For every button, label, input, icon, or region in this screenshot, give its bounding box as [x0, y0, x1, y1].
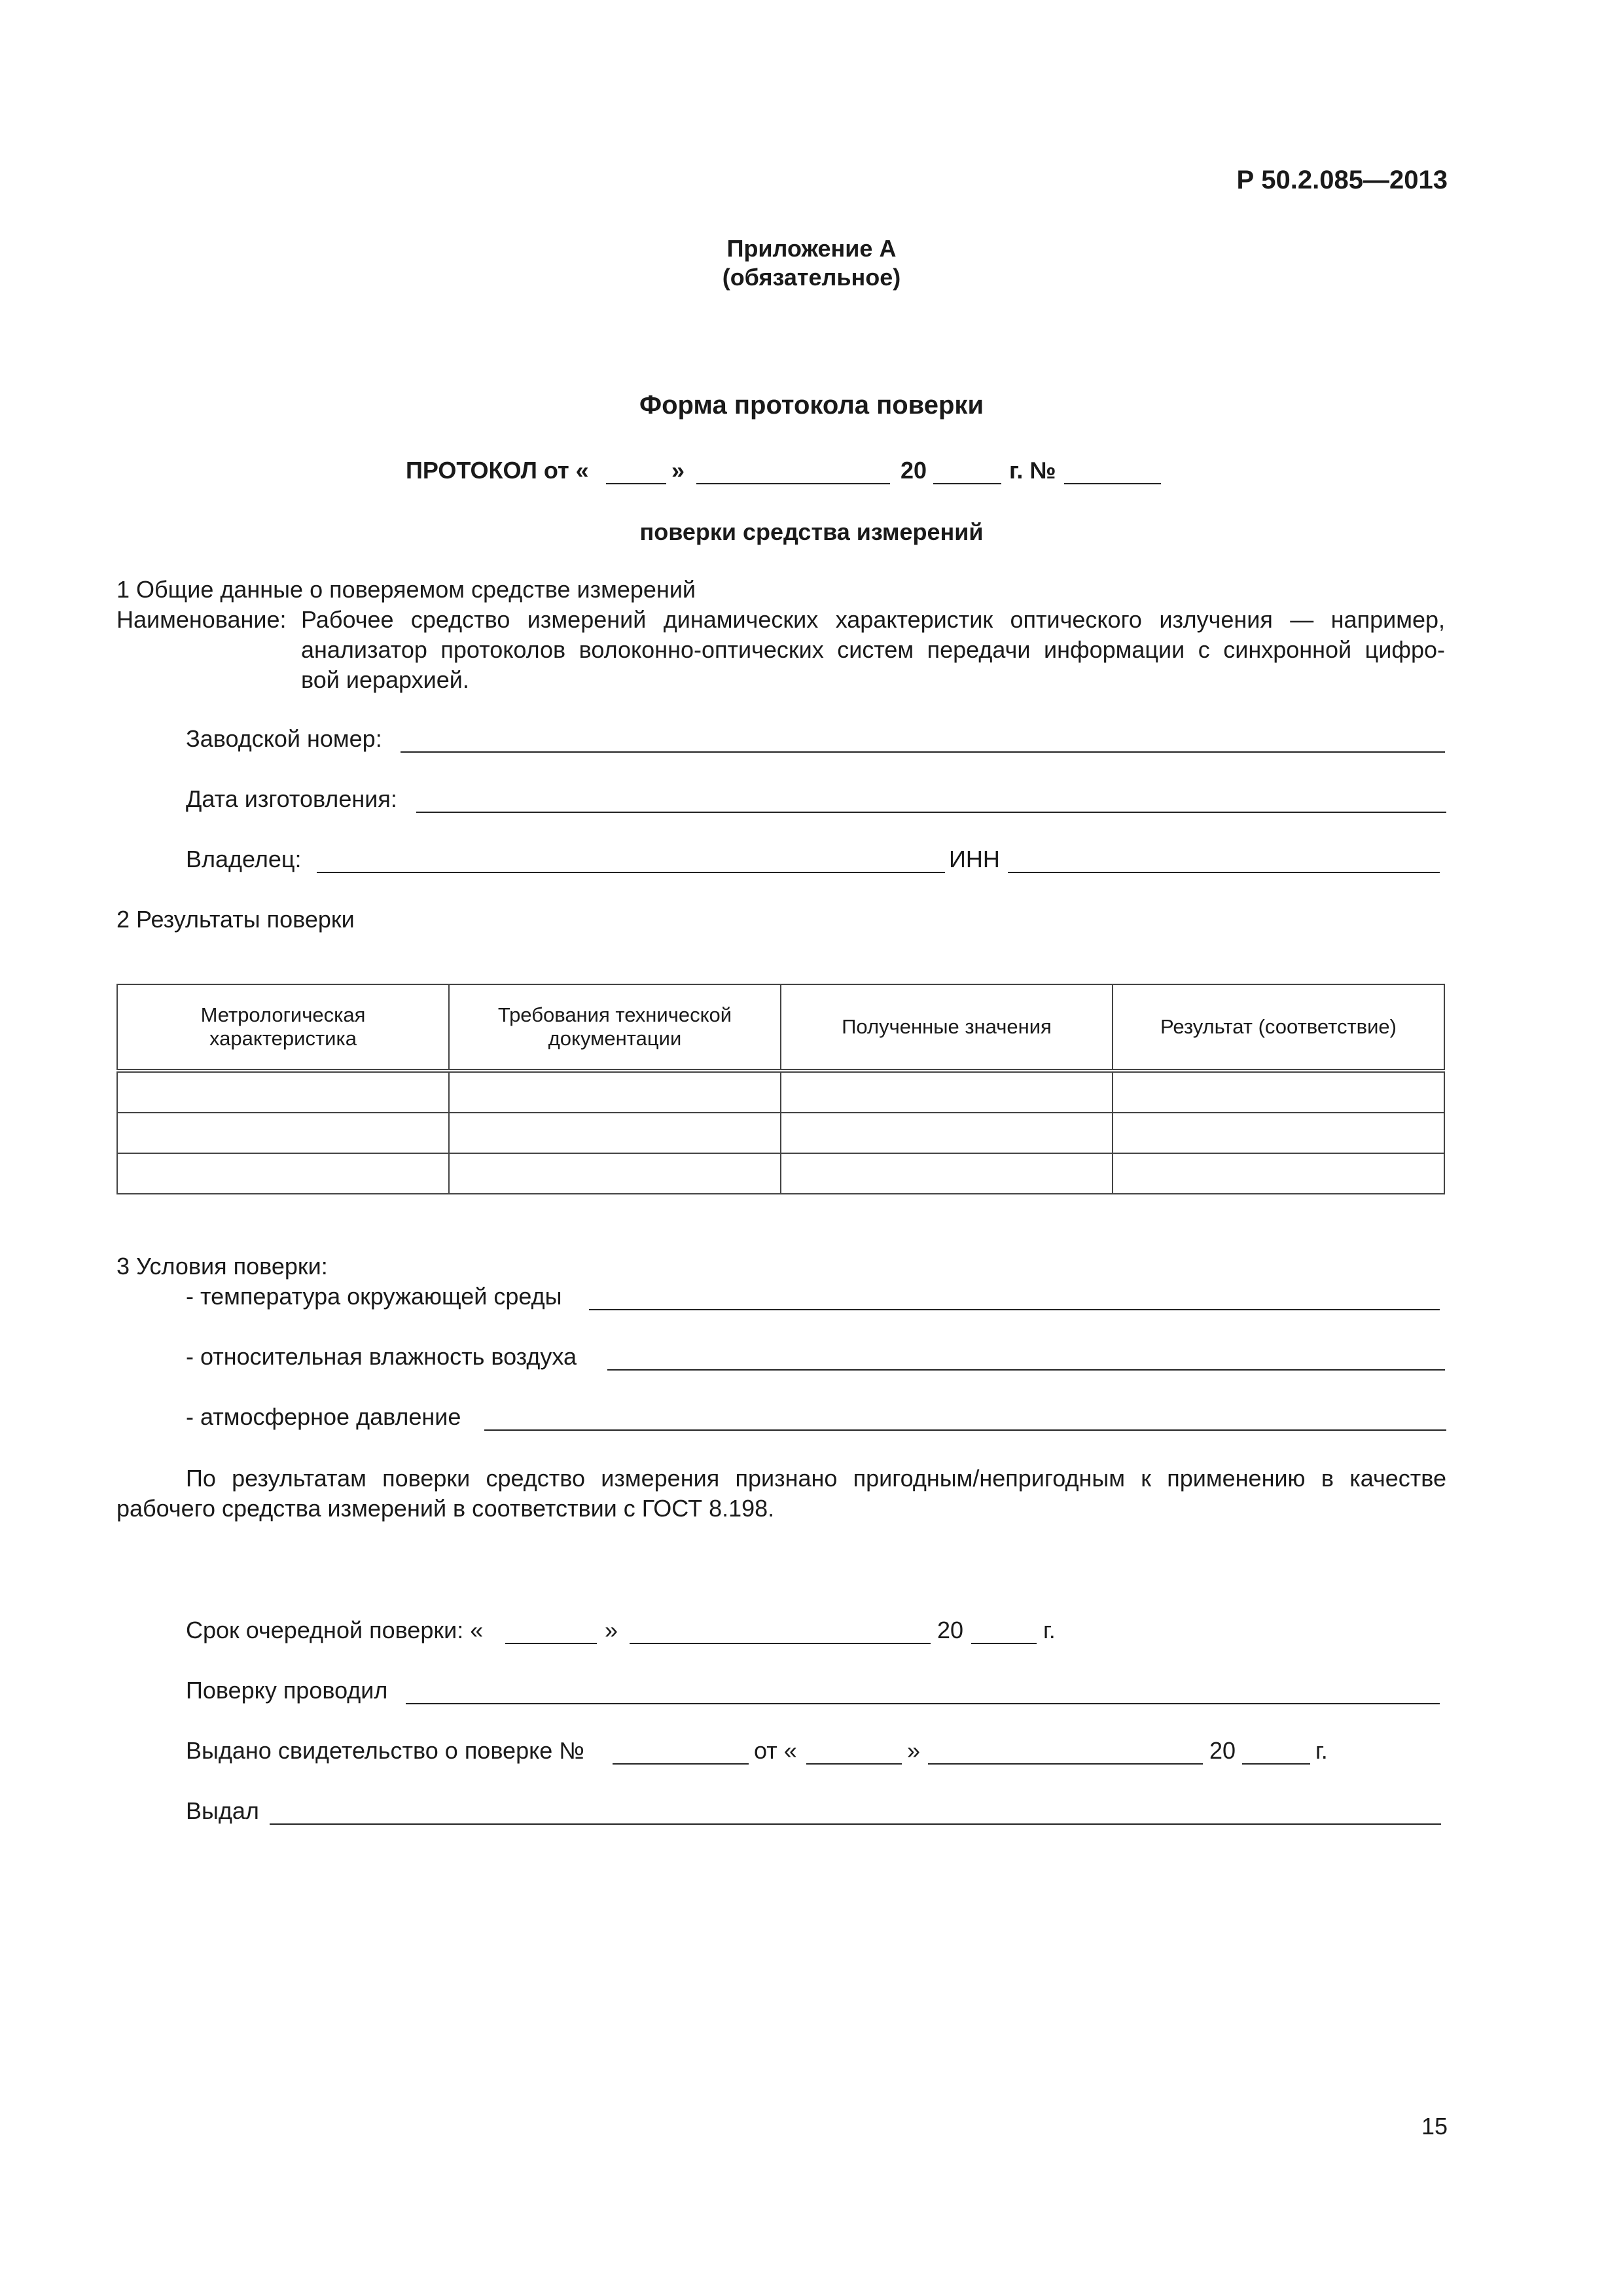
protocol-number-blank[interactable]	[1064, 483, 1161, 484]
table-cell[interactable]	[781, 1153, 1113, 1194]
name-line-1: Рабочее средство измерений динамических характеристик оптического излучения — например,	[301, 606, 1445, 633]
certificate-from-label: от «	[754, 1737, 797, 1764]
col-result: Результат (соответствие)	[1113, 984, 1444, 1071]
protocol-day-blank[interactable]	[606, 483, 666, 484]
table-cell[interactable]	[781, 1113, 1113, 1153]
col-technical-requirements: Требования технической документации	[449, 984, 781, 1071]
table-cell[interactable]	[449, 1113, 781, 1153]
table-row	[117, 1113, 1444, 1153]
serial-number-label: Заводской номер:	[186, 725, 382, 752]
owner-label: Владелец:	[186, 846, 302, 872]
section1-heading: 1 Общие данные о поверяемом средстве измерений	[116, 576, 696, 603]
table-cell[interactable]	[449, 1071, 781, 1113]
temperature-label: - температура окружающей среды	[186, 1283, 562, 1310]
certificate-quote-close: »	[907, 1737, 921, 1764]
inn-field[interactable]	[1008, 872, 1440, 873]
page-number: 15	[1421, 2113, 1448, 2140]
pressure-field[interactable]	[484, 1429, 1446, 1431]
results-table	[116, 984, 1445, 1194]
next-verification-quote-close: »	[605, 1617, 618, 1643]
table-cell[interactable]	[117, 1071, 449, 1113]
protocol-month-blank[interactable]	[696, 483, 890, 484]
table-cell[interactable]	[781, 1071, 1113, 1113]
certificate-year-prefix: 20	[1209, 1737, 1236, 1764]
section2-heading: 2 Результаты поверки	[116, 906, 355, 933]
issued-by-label: Выдал	[186, 1797, 259, 1824]
inn-label: ИНН	[949, 846, 1000, 872]
certificate-number-field[interactable]	[613, 1763, 749, 1765]
table-cell[interactable]	[117, 1153, 449, 1194]
results-table-header	[117, 984, 1444, 1071]
protocol-number-label: г. №	[1009, 457, 1056, 484]
table-cell[interactable]	[1113, 1153, 1444, 1194]
document-code: Р 50.2.085—2013	[1236, 166, 1448, 194]
certificate-label: Выдано свидетельство о поверке №	[186, 1737, 584, 1764]
table-row	[117, 1071, 1444, 1113]
section3-heading: 3 Условия поверки:	[116, 1253, 328, 1280]
serial-number-field[interactable]	[401, 751, 1445, 753]
next-verification-label: Срок очередной поверки: «	[186, 1617, 484, 1643]
form-title: Форма протокола поверки	[639, 391, 984, 420]
name-line-3: вой иерархией.	[301, 666, 469, 693]
table-cell[interactable]	[117, 1113, 449, 1153]
appendix-title: Приложение А	[726, 235, 897, 262]
table-cell[interactable]	[1113, 1113, 1444, 1153]
col-obtained-values: Полученные значения	[781, 984, 1113, 1071]
owner-field[interactable]	[317, 872, 945, 873]
pressure-label: - атмосферное давление	[186, 1403, 461, 1430]
humidity-field[interactable]	[607, 1369, 1445, 1371]
manufacture-date-field[interactable]	[416, 812, 1446, 813]
table-row	[117, 1153, 1444, 1194]
next-verification-day-field[interactable]	[505, 1643, 597, 1644]
next-verification-month-field[interactable]	[630, 1643, 931, 1644]
protocol-label: ПРОТОКОЛ от «	[406, 457, 589, 484]
certificate-month-field[interactable]	[928, 1763, 1203, 1765]
next-verification-year-prefix: 20	[937, 1617, 964, 1643]
performed-by-field[interactable]	[406, 1703, 1440, 1704]
certificate-day-field[interactable]	[806, 1763, 902, 1765]
certificate-year-suffix: г.	[1315, 1737, 1328, 1764]
name-label: Наименование:	[116, 606, 287, 633]
issued-by-field[interactable]	[270, 1823, 1441, 1825]
certificate-year-field[interactable]	[1242, 1763, 1310, 1765]
protocol-year-prefix: 20	[901, 457, 927, 484]
protocol-subtitle: поверки средства измерений	[639, 518, 984, 545]
temperature-field[interactable]	[589, 1309, 1440, 1310]
performed-by-label: Поверку проводил	[186, 1677, 388, 1704]
name-line-2: анализатор протоколов волоконно-оптических систем передачи информации с синхронной цифро-	[301, 636, 1445, 663]
humidity-label: - относительная влажность воздуха	[186, 1343, 577, 1370]
col-metrological-characteristic: Метрологическая характеристика	[117, 984, 449, 1071]
next-verification-year-field[interactable]	[971, 1643, 1037, 1644]
protocol-year-blank[interactable]	[933, 483, 1001, 484]
table-cell[interactable]	[449, 1153, 781, 1194]
next-verification-year-suffix: г.	[1043, 1617, 1056, 1643]
appendix-status: (обязательное)	[722, 264, 901, 291]
table-cell[interactable]	[1113, 1071, 1444, 1113]
conclusion-line-1: По результатам поверки средство измерения признано пригодным/непригодным к применению в качестве	[186, 1465, 1446, 1492]
conclusion-line-2: рабочего средства измерений в соответствии с ГОСТ 8.198.	[116, 1495, 775, 1522]
protocol-quote-close: »	[671, 457, 685, 484]
manufacture-date-label: Дата изготовления:	[186, 785, 397, 812]
